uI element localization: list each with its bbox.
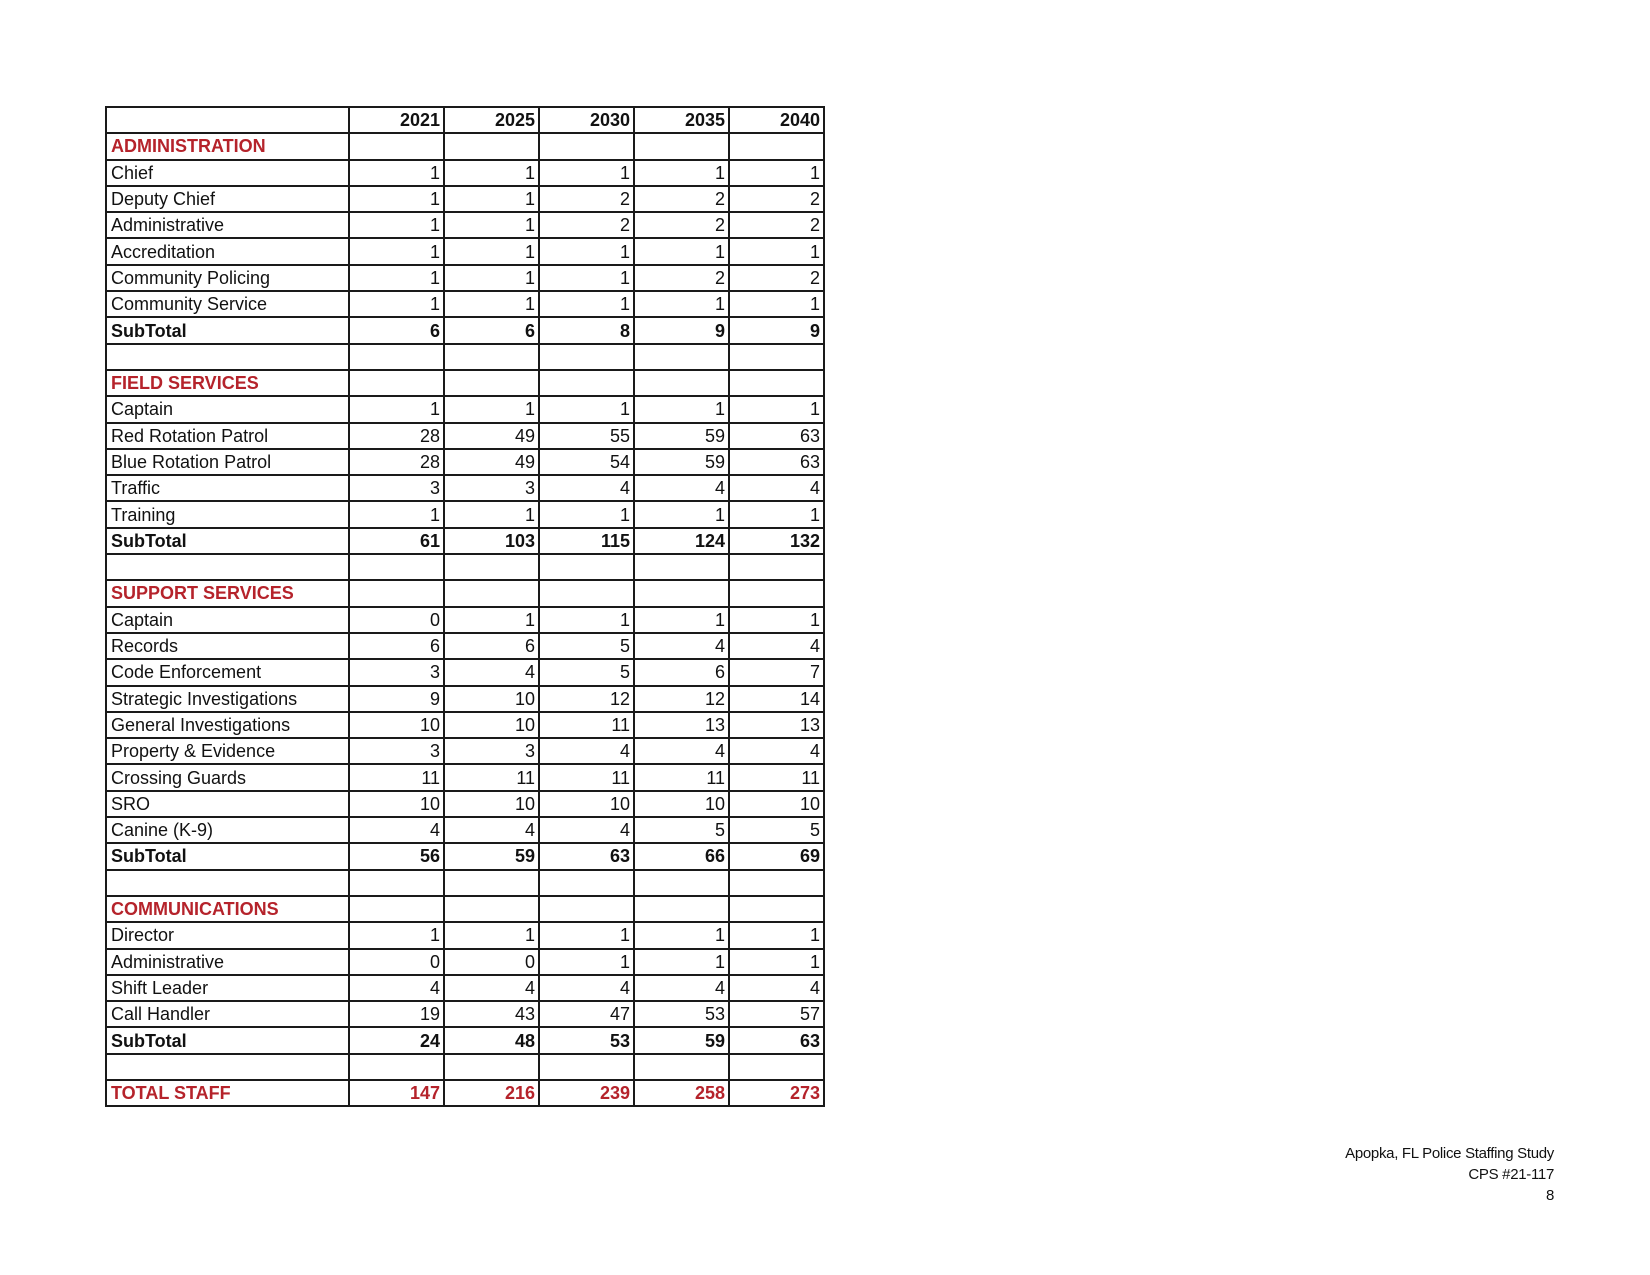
value-cell: 4 bbox=[539, 475, 634, 501]
value-cell: 1 bbox=[634, 949, 729, 975]
value-cell: 63 bbox=[729, 423, 824, 449]
value-cell: 2 bbox=[539, 212, 634, 238]
section-row bbox=[106, 896, 824, 922]
value-cell: 1 bbox=[539, 238, 634, 264]
data-row bbox=[106, 975, 824, 1001]
value-cell: 132 bbox=[729, 528, 824, 554]
row-label: Director bbox=[106, 922, 349, 948]
value-cell: 9 bbox=[729, 317, 824, 343]
value-cell: 10 bbox=[729, 791, 824, 817]
year-header-cell: 2025 bbox=[444, 107, 539, 133]
value-cell: 103 bbox=[444, 528, 539, 554]
value-cell bbox=[634, 1054, 729, 1080]
data-row bbox=[106, 291, 824, 317]
value-cell bbox=[634, 554, 729, 580]
value-cell bbox=[444, 370, 539, 396]
value-cell: 1 bbox=[634, 291, 729, 317]
value-cell: 4 bbox=[729, 475, 824, 501]
row-label bbox=[106, 870, 349, 896]
value-cell: 4 bbox=[444, 817, 539, 843]
value-cell bbox=[729, 554, 824, 580]
row-label: Canine (K-9) bbox=[106, 817, 349, 843]
value-cell bbox=[729, 896, 824, 922]
data-row bbox=[106, 712, 824, 738]
value-cell: 4 bbox=[539, 975, 634, 1001]
value-cell: 1 bbox=[729, 922, 824, 948]
value-cell: 1 bbox=[349, 501, 444, 527]
value-cell: 216 bbox=[444, 1080, 539, 1106]
value-cell: 1 bbox=[729, 949, 824, 975]
value-cell: 1 bbox=[539, 291, 634, 317]
value-cell: 1 bbox=[349, 396, 444, 422]
value-cell: 1 bbox=[444, 607, 539, 633]
data-row bbox=[106, 764, 824, 790]
value-cell: 10 bbox=[444, 686, 539, 712]
row-label: Code Enforcement bbox=[106, 659, 349, 685]
value-cell: 2 bbox=[634, 212, 729, 238]
value-cell bbox=[349, 344, 444, 370]
section-row bbox=[106, 133, 824, 159]
value-cell: 147 bbox=[349, 1080, 444, 1106]
value-cell: 13 bbox=[729, 712, 824, 738]
value-cell bbox=[349, 870, 444, 896]
value-cell: 24 bbox=[349, 1027, 444, 1053]
data-row bbox=[106, 449, 824, 475]
value-cell bbox=[729, 870, 824, 896]
value-cell: 1 bbox=[539, 922, 634, 948]
value-cell: 53 bbox=[539, 1027, 634, 1053]
value-cell: 1 bbox=[729, 607, 824, 633]
value-cell bbox=[349, 580, 444, 606]
blank-row bbox=[106, 1054, 824, 1080]
section-heading: ADMINISTRATION bbox=[106, 133, 349, 159]
value-cell: 63 bbox=[729, 1027, 824, 1053]
value-cell: 3 bbox=[444, 738, 539, 764]
value-cell: 4 bbox=[539, 738, 634, 764]
value-cell: 0 bbox=[444, 949, 539, 975]
value-cell bbox=[444, 133, 539, 159]
value-cell: 3 bbox=[349, 738, 444, 764]
value-cell bbox=[539, 344, 634, 370]
value-cell: 3 bbox=[349, 475, 444, 501]
total-row bbox=[106, 1080, 824, 1106]
data-row bbox=[106, 238, 824, 264]
value-cell: 1 bbox=[729, 501, 824, 527]
blank-row bbox=[106, 554, 824, 580]
value-cell: 6 bbox=[349, 317, 444, 343]
value-cell: 1 bbox=[444, 212, 539, 238]
data-row bbox=[106, 949, 824, 975]
value-cell: 6 bbox=[444, 633, 539, 659]
value-cell: 1 bbox=[444, 186, 539, 212]
value-cell: 11 bbox=[444, 764, 539, 790]
value-cell bbox=[349, 896, 444, 922]
row-label: Traffic bbox=[106, 475, 349, 501]
value-cell: 69 bbox=[729, 843, 824, 869]
value-cell: 63 bbox=[539, 843, 634, 869]
value-cell: 7 bbox=[729, 659, 824, 685]
row-label: Community Service bbox=[106, 291, 349, 317]
year-header-cell: 2021 bbox=[349, 107, 444, 133]
row-label: Accreditation bbox=[106, 238, 349, 264]
value-cell bbox=[444, 580, 539, 606]
header-blank-cell bbox=[106, 107, 349, 133]
value-cell: 10 bbox=[444, 712, 539, 738]
value-cell bbox=[444, 554, 539, 580]
value-cell: 4 bbox=[634, 475, 729, 501]
value-cell: 4 bbox=[729, 975, 824, 1001]
data-row bbox=[106, 633, 824, 659]
value-cell: 1 bbox=[539, 501, 634, 527]
staffing-table-body bbox=[106, 107, 824, 1106]
value-cell: 0 bbox=[349, 607, 444, 633]
data-row bbox=[106, 475, 824, 501]
value-cell: 14 bbox=[729, 686, 824, 712]
data-row bbox=[106, 265, 824, 291]
value-cell: 2 bbox=[634, 265, 729, 291]
value-cell: 1 bbox=[444, 396, 539, 422]
value-cell bbox=[349, 370, 444, 396]
data-row bbox=[106, 922, 824, 948]
value-cell: 4 bbox=[729, 633, 824, 659]
value-cell: 6 bbox=[349, 633, 444, 659]
subtotal-row bbox=[106, 317, 824, 343]
subtotal-row bbox=[106, 1027, 824, 1053]
value-cell bbox=[634, 344, 729, 370]
value-cell bbox=[634, 133, 729, 159]
row-label: Deputy Chief bbox=[106, 186, 349, 212]
row-label: Training bbox=[106, 501, 349, 527]
value-cell: 1 bbox=[349, 265, 444, 291]
row-label: Captain bbox=[106, 396, 349, 422]
value-cell bbox=[729, 133, 824, 159]
value-cell: 1 bbox=[634, 238, 729, 264]
value-cell: 1 bbox=[444, 265, 539, 291]
value-cell: 8 bbox=[539, 317, 634, 343]
row-label: Records bbox=[106, 633, 349, 659]
value-cell: 1 bbox=[444, 160, 539, 186]
section-row bbox=[106, 580, 824, 606]
value-cell: 55 bbox=[539, 423, 634, 449]
value-cell: 1 bbox=[729, 160, 824, 186]
row-label bbox=[106, 1054, 349, 1080]
value-cell: 49 bbox=[444, 449, 539, 475]
value-cell: 239 bbox=[539, 1080, 634, 1106]
data-row bbox=[106, 1001, 824, 1027]
value-cell: 1 bbox=[444, 922, 539, 948]
value-cell: 4 bbox=[634, 975, 729, 1001]
value-cell: 53 bbox=[634, 1001, 729, 1027]
value-cell: 1 bbox=[634, 396, 729, 422]
value-cell: 3 bbox=[444, 475, 539, 501]
value-cell: 9 bbox=[349, 686, 444, 712]
year-header-cell: 2030 bbox=[539, 107, 634, 133]
value-cell: 4 bbox=[444, 975, 539, 1001]
section-row bbox=[106, 370, 824, 396]
value-cell: 4 bbox=[349, 975, 444, 1001]
value-cell: 1 bbox=[349, 291, 444, 317]
value-cell: 11 bbox=[634, 764, 729, 790]
value-cell: 2 bbox=[539, 186, 634, 212]
value-cell bbox=[729, 1054, 824, 1080]
value-cell: 11 bbox=[539, 764, 634, 790]
value-cell bbox=[444, 896, 539, 922]
value-cell: 49 bbox=[444, 423, 539, 449]
value-cell bbox=[349, 133, 444, 159]
value-cell: 10 bbox=[349, 791, 444, 817]
value-cell: 1 bbox=[634, 160, 729, 186]
page-footer bbox=[1345, 1143, 1554, 1206]
row-label: Community Policing bbox=[106, 265, 349, 291]
value-cell: 59 bbox=[634, 1027, 729, 1053]
value-cell bbox=[729, 580, 824, 606]
value-cell bbox=[729, 370, 824, 396]
value-cell: 5 bbox=[539, 659, 634, 685]
row-label: Crossing Guards bbox=[106, 764, 349, 790]
value-cell: 3 bbox=[349, 659, 444, 685]
staffing-table bbox=[105, 106, 825, 1107]
value-cell: 1 bbox=[539, 265, 634, 291]
data-row bbox=[106, 791, 824, 817]
row-label bbox=[106, 554, 349, 580]
value-cell bbox=[539, 554, 634, 580]
value-cell: 66 bbox=[634, 843, 729, 869]
value-cell: 1 bbox=[729, 396, 824, 422]
value-cell: 1 bbox=[349, 922, 444, 948]
value-cell: 59 bbox=[444, 843, 539, 869]
value-cell: 115 bbox=[539, 528, 634, 554]
value-cell bbox=[539, 370, 634, 396]
section-heading: COMMUNICATIONS bbox=[106, 896, 349, 922]
subtotal-row bbox=[106, 528, 824, 554]
value-cell: 10 bbox=[539, 791, 634, 817]
data-row bbox=[106, 212, 824, 238]
row-label: SRO bbox=[106, 791, 349, 817]
value-cell: 10 bbox=[349, 712, 444, 738]
value-cell bbox=[729, 344, 824, 370]
row-label: SubTotal bbox=[106, 1027, 349, 1053]
value-cell bbox=[349, 1054, 444, 1080]
row-label: SubTotal bbox=[106, 317, 349, 343]
data-row bbox=[106, 817, 824, 843]
value-cell: 1 bbox=[729, 291, 824, 317]
value-cell: 9 bbox=[634, 317, 729, 343]
data-row bbox=[106, 738, 824, 764]
value-cell: 1 bbox=[349, 160, 444, 186]
section-heading: FIELD SERVICES bbox=[106, 370, 349, 396]
value-cell: 10 bbox=[444, 791, 539, 817]
value-cell: 2 bbox=[729, 186, 824, 212]
value-cell bbox=[539, 896, 634, 922]
row-label bbox=[106, 344, 349, 370]
value-cell: 11 bbox=[539, 712, 634, 738]
footer-project-number: CPS #21-117 bbox=[1468, 1166, 1554, 1183]
row-label: SubTotal bbox=[106, 528, 349, 554]
value-cell bbox=[634, 370, 729, 396]
row-label: Administrative bbox=[106, 949, 349, 975]
value-cell: 54 bbox=[539, 449, 634, 475]
value-cell: 1 bbox=[444, 291, 539, 317]
value-cell: 1 bbox=[634, 607, 729, 633]
value-cell: 1 bbox=[539, 949, 634, 975]
value-cell: 6 bbox=[444, 317, 539, 343]
data-row bbox=[106, 160, 824, 186]
value-cell: 1 bbox=[539, 396, 634, 422]
value-cell: 273 bbox=[729, 1080, 824, 1106]
row-label: TOTAL STAFF bbox=[106, 1080, 349, 1106]
value-cell: 5 bbox=[729, 817, 824, 843]
value-cell: 1 bbox=[634, 501, 729, 527]
value-cell: 13 bbox=[634, 712, 729, 738]
value-cell: 19 bbox=[349, 1001, 444, 1027]
value-cell: 5 bbox=[539, 633, 634, 659]
value-cell: 4 bbox=[634, 738, 729, 764]
data-row bbox=[106, 396, 824, 422]
value-cell: 124 bbox=[634, 528, 729, 554]
value-cell bbox=[634, 870, 729, 896]
value-cell: 1 bbox=[349, 186, 444, 212]
value-cell: 59 bbox=[634, 423, 729, 449]
value-cell: 4 bbox=[634, 633, 729, 659]
value-cell: 56 bbox=[349, 843, 444, 869]
value-cell: 61 bbox=[349, 528, 444, 554]
row-label: Strategic Investigations bbox=[106, 686, 349, 712]
value-cell bbox=[539, 1054, 634, 1080]
value-cell: 12 bbox=[539, 686, 634, 712]
table-header-row bbox=[106, 107, 824, 133]
value-cell bbox=[444, 344, 539, 370]
value-cell: 5 bbox=[634, 817, 729, 843]
section-heading: SUPPORT SERVICES bbox=[106, 580, 349, 606]
data-row bbox=[106, 186, 824, 212]
value-cell bbox=[634, 896, 729, 922]
value-cell: 0 bbox=[349, 949, 444, 975]
value-cell bbox=[539, 580, 634, 606]
value-cell: 4 bbox=[444, 659, 539, 685]
row-label: Blue Rotation Patrol bbox=[106, 449, 349, 475]
subtotal-row bbox=[106, 843, 824, 869]
value-cell: 43 bbox=[444, 1001, 539, 1027]
value-cell: 2 bbox=[729, 265, 824, 291]
value-cell: 4 bbox=[539, 817, 634, 843]
value-cell: 2 bbox=[634, 186, 729, 212]
data-row bbox=[106, 423, 824, 449]
row-label: Captain bbox=[106, 607, 349, 633]
data-row bbox=[106, 501, 824, 527]
value-cell: 6 bbox=[634, 659, 729, 685]
value-cell: 1 bbox=[444, 238, 539, 264]
value-cell: 59 bbox=[634, 449, 729, 475]
value-cell bbox=[539, 870, 634, 896]
value-cell: 28 bbox=[349, 423, 444, 449]
footer-page-number: 8 bbox=[1545, 1187, 1554, 1204]
blank-row bbox=[106, 870, 824, 896]
value-cell bbox=[444, 1054, 539, 1080]
value-cell: 57 bbox=[729, 1001, 824, 1027]
value-cell: 1 bbox=[349, 212, 444, 238]
value-cell bbox=[634, 580, 729, 606]
value-cell: 11 bbox=[349, 764, 444, 790]
blank-row bbox=[106, 344, 824, 370]
value-cell: 1 bbox=[539, 160, 634, 186]
data-row bbox=[106, 659, 824, 685]
value-cell: 2 bbox=[729, 212, 824, 238]
data-row bbox=[106, 686, 824, 712]
footer-study-title: Apopka, FL Police Staffing Study bbox=[1345, 1145, 1554, 1162]
row-label: General Investigations bbox=[106, 712, 349, 738]
value-cell: 28 bbox=[349, 449, 444, 475]
value-cell: 1 bbox=[539, 607, 634, 633]
value-cell: 258 bbox=[634, 1080, 729, 1106]
value-cell: 4 bbox=[729, 738, 824, 764]
value-cell bbox=[539, 133, 634, 159]
row-label: Red Rotation Patrol bbox=[106, 423, 349, 449]
value-cell: 48 bbox=[444, 1027, 539, 1053]
row-label: Shift Leader bbox=[106, 975, 349, 1001]
row-label: Chief bbox=[106, 160, 349, 186]
year-header-cell: 2040 bbox=[729, 107, 824, 133]
value-cell: 1 bbox=[349, 238, 444, 264]
row-label: Administrative bbox=[106, 212, 349, 238]
value-cell bbox=[444, 870, 539, 896]
data-row bbox=[106, 607, 824, 633]
value-cell: 1 bbox=[729, 238, 824, 264]
row-label: Call Handler bbox=[106, 1001, 349, 1027]
value-cell: 11 bbox=[729, 764, 824, 790]
value-cell: 10 bbox=[634, 791, 729, 817]
value-cell: 1 bbox=[444, 501, 539, 527]
value-cell bbox=[349, 554, 444, 580]
value-cell: 1 bbox=[634, 922, 729, 948]
value-cell: 47 bbox=[539, 1001, 634, 1027]
year-header-cell: 2035 bbox=[634, 107, 729, 133]
value-cell: 4 bbox=[349, 817, 444, 843]
value-cell: 63 bbox=[729, 449, 824, 475]
row-label: SubTotal bbox=[106, 843, 349, 869]
value-cell: 12 bbox=[634, 686, 729, 712]
row-label: Property & Evidence bbox=[106, 738, 349, 764]
